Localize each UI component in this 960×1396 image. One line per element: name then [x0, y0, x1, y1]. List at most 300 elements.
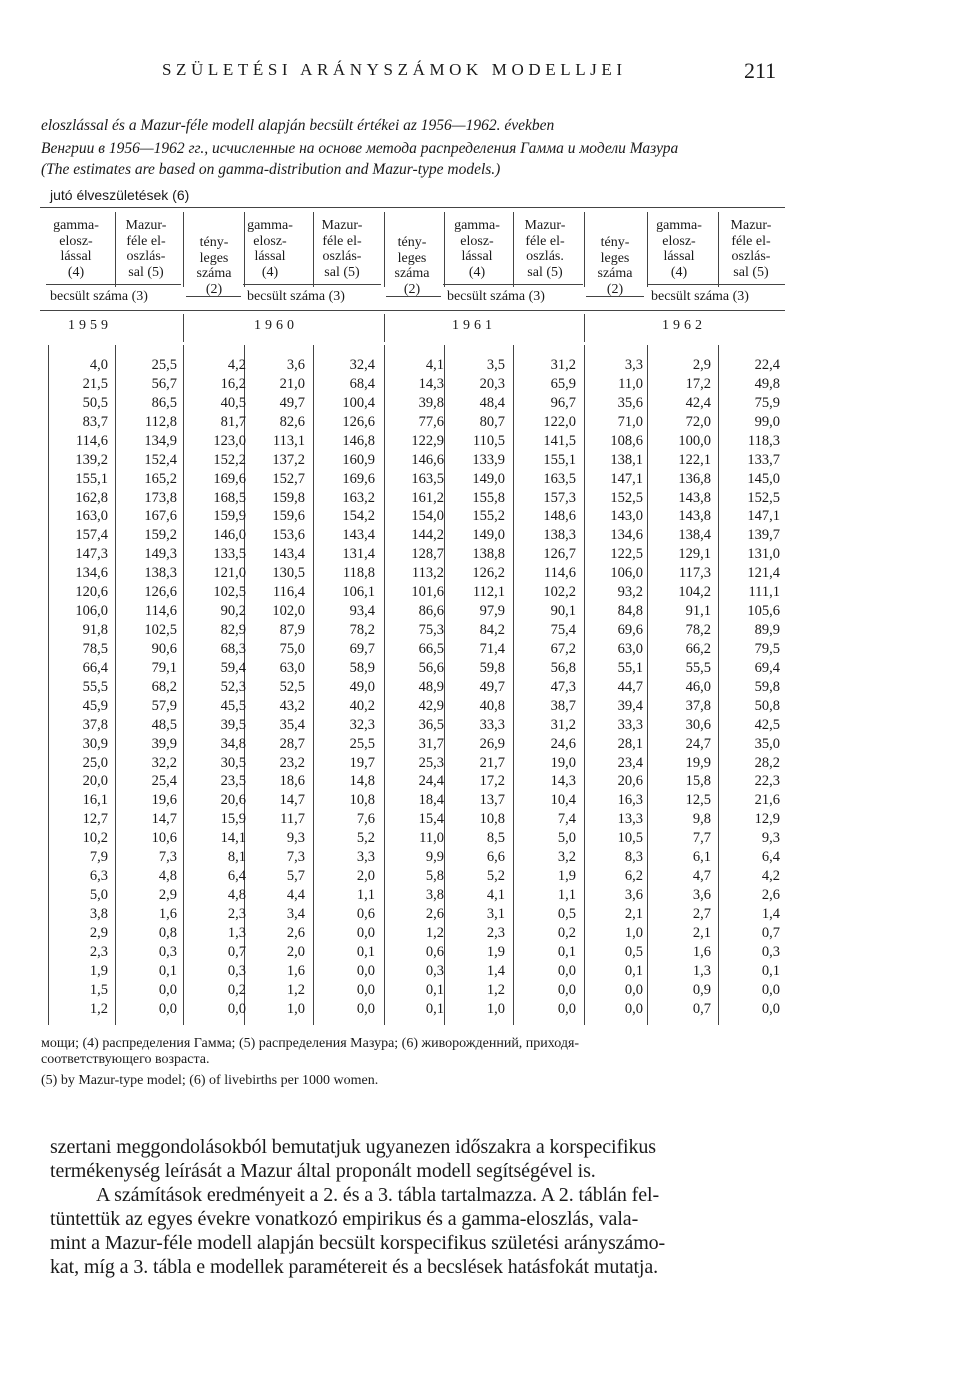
table-cell: 146,8: [342, 432, 375, 449]
table-cell: 56,7: [151, 375, 177, 392]
column-header-line: oszlás-: [126, 249, 166, 264]
table-cell: 112,1: [472, 584, 505, 601]
table-cell: 40,8: [479, 697, 505, 714]
table-cell: 0,1: [624, 962, 643, 979]
table-cell: 84,2: [479, 622, 505, 639]
table-cell: 2,9: [158, 887, 177, 904]
table-cell: 0,1: [425, 1000, 444, 1017]
table-cell: 126,6: [342, 413, 375, 430]
column-header-line: tény-: [199, 235, 229, 250]
table-cell: 126,6: [144, 584, 177, 601]
table-cell: 81,7: [220, 413, 246, 430]
table-cell: 143,4: [272, 546, 305, 563]
column-header-line: elosz-: [460, 233, 494, 249]
table-cell: 0,0: [624, 981, 643, 998]
table-cell: 26,9: [479, 735, 505, 752]
table-cell: 3,3: [624, 357, 643, 373]
table-cell: 160,9: [342, 451, 375, 468]
table-cell: 168,5: [213, 489, 246, 506]
table-cell: 65,9: [550, 375, 576, 392]
table-cell: 49,8: [754, 375, 780, 392]
header-rule: [40, 310, 785, 311]
table-cell: 133,9: [472, 451, 505, 468]
header-column-rule: [513, 212, 514, 287]
table-cell: 77,6: [418, 413, 444, 430]
table-cell: 80,7: [479, 413, 505, 430]
table-cell: 13,7: [479, 792, 505, 809]
table-cell: 141,5: [543, 432, 576, 449]
table-cell: 32,4: [349, 357, 375, 373]
table-cell: 35,0: [754, 735, 780, 752]
table-cell: 1,4: [761, 905, 780, 922]
table-cell: 38,7: [550, 697, 576, 714]
table-cell: 28,2: [754, 754, 780, 771]
column-header-line: lással: [663, 249, 695, 264]
table-cell: 21,7: [479, 754, 505, 771]
table-cell: 152,4: [144, 451, 177, 468]
caption-line-3: (The estimates are based on gamma-distribution and Mazur-type models.): [41, 161, 501, 178]
table-cell: 138,4: [678, 527, 711, 544]
table-cell: 169,6: [213, 470, 246, 487]
table-cell: 0,0: [624, 1000, 643, 1017]
year-label-1962: 1962: [662, 318, 706, 333]
table-cell: 14,7: [151, 811, 177, 828]
table-cell: 32,2: [151, 754, 177, 771]
table-cell: 11,7: [280, 811, 305, 828]
table-cell: 105,6: [747, 603, 780, 620]
table-cell: 48,9: [418, 678, 444, 695]
table-cell: 4,0: [89, 357, 108, 373]
table-cell: 1,2: [486, 981, 505, 998]
table-cell: 1,2: [89, 1000, 108, 1017]
estimated-count-label: becsült száma (3): [651, 289, 749, 304]
table-cell: 0,7: [227, 943, 246, 960]
table-top-rule: [40, 207, 785, 208]
table-cell: 42,5: [754, 716, 780, 733]
table-cell: 83,7: [82, 413, 108, 430]
header-rule: [46, 284, 181, 285]
table-cell: 19,0: [550, 754, 576, 771]
table-cell: 157,3: [543, 489, 576, 506]
column-header-line: sal (5): [733, 264, 769, 280]
table-cell: 39,8: [418, 394, 444, 411]
table-cell: 4,1: [486, 887, 505, 904]
table-cell: 131,0: [747, 546, 780, 563]
header-column-rule: [183, 212, 184, 287]
table-cell: 121,0: [213, 565, 246, 582]
table-cell: 0,0: [356, 924, 375, 941]
table-cell: 35,4: [279, 716, 305, 733]
table-cell: 40,2: [349, 697, 375, 714]
table-cell: 78,5: [82, 640, 108, 657]
table-cell: 84,8: [617, 603, 643, 620]
table-cell: 111,1: [748, 584, 780, 601]
table-cell: 1,9: [89, 962, 108, 979]
table-cell: 17,2: [479, 773, 505, 790]
column-header-line: (2): [205, 281, 223, 297]
table-cell: 0,0: [761, 981, 780, 998]
table-cell: 43,2: [279, 697, 305, 714]
table-cell: 5,7: [286, 868, 305, 885]
table-cell: 90,2: [220, 603, 246, 620]
table-cell: 5,0: [557, 830, 576, 847]
table-cell: 106,1: [342, 584, 375, 601]
table-cell: 139,7: [747, 527, 780, 544]
table-cell: 8,1: [227, 849, 246, 866]
table-cell: 122,9: [411, 432, 444, 449]
table-cell: 55,5: [82, 678, 108, 695]
table-cell: 37,8: [82, 716, 108, 733]
table-cell: 21,6: [754, 792, 780, 809]
table-cell: 14,8: [349, 773, 375, 790]
column-header-line: száma: [394, 266, 430, 281]
body-column-rule: [48, 345, 49, 1025]
table-cell: 78,2: [685, 622, 711, 639]
header-column-rule: [647, 212, 648, 287]
table-cell: 1,5: [89, 981, 108, 998]
table-cell: 0,0: [557, 962, 576, 979]
table-cell: 149,0: [472, 470, 505, 487]
table-cell: 3,6: [624, 887, 643, 904]
table-cell: 63,0: [617, 640, 643, 657]
header-rule: [186, 296, 241, 297]
table-cell: 69,7: [349, 640, 375, 657]
table-cell: 2,1: [624, 905, 643, 922]
footnote-line-1: мощи; (4) распределения Гамма; (5) распределения Мазура; (6) живорожденний, приходя-: [41, 1036, 580, 1051]
table-cell: 155,8: [472, 489, 505, 506]
table-cell: 75,0: [279, 640, 305, 657]
table-cell: 126,2: [472, 565, 505, 582]
column-header-line: elosz-: [662, 233, 696, 249]
table-cell: 23,5: [220, 773, 246, 790]
table-cell: 55,5: [685, 659, 711, 676]
column-header-line: (4): [468, 264, 486, 280]
table-cell: 6,4: [227, 868, 246, 885]
table-cell: 8,5: [486, 830, 505, 847]
table-cell: 10,6: [151, 830, 177, 847]
table-cell: 71,4: [479, 640, 505, 657]
table-cell: 4,2: [761, 868, 780, 885]
table-cell: 146,0: [213, 527, 246, 544]
table-cell: 21,5: [82, 375, 108, 392]
table-cell: 25,4: [151, 773, 177, 790]
table-cell: 146,6: [411, 451, 444, 468]
table-cell: 129,1: [678, 546, 711, 563]
table-cell: 6,3: [89, 868, 108, 885]
table-cell: 152,5: [610, 489, 643, 506]
table-cell: 71,0: [617, 413, 643, 430]
table-cell: 0,2: [557, 924, 576, 941]
table-cell: 5,0: [89, 887, 108, 904]
table-cell: 89,9: [754, 622, 780, 639]
table-cell: 1,0: [624, 924, 643, 941]
table-cell: 15,8: [685, 773, 711, 790]
table-cell: 75,4: [550, 622, 576, 639]
table-cell: 3,6: [286, 357, 305, 373]
table-cell: 55,1: [617, 659, 643, 676]
table-cell: 50,8: [754, 697, 780, 714]
column-header-line: sal (5): [324, 264, 360, 280]
table-cell: 104,2: [678, 584, 711, 601]
column-header-line: (2): [403, 281, 421, 297]
table-cell: 138,1: [610, 451, 643, 468]
table-cell: 47,3: [550, 678, 576, 695]
table-cell: 147,1: [747, 508, 780, 525]
body-column-rule: [444, 345, 445, 1025]
table-cell: 0,1: [158, 962, 177, 979]
table-cell: 131,4: [342, 546, 375, 563]
column-header-line: Mazur-: [730, 218, 772, 233]
body-column-rule: [313, 345, 314, 1025]
table-cell: 0,0: [557, 1000, 576, 1017]
table-cell: 159,6: [272, 508, 305, 525]
table-cell: 134,6: [75, 565, 108, 582]
table-cell: 138,8: [472, 546, 505, 563]
table-cell: 143,8: [678, 508, 711, 525]
table-cell: 2,3: [486, 924, 505, 941]
table-cell: 145,0: [747, 470, 780, 487]
table-cell: 68,4: [349, 375, 375, 392]
table-cell: 9,3: [761, 830, 780, 847]
table-cell: 3,8: [425, 887, 444, 904]
table-cell: 0,7: [761, 924, 780, 941]
table-cell: 15,4: [418, 811, 444, 828]
year-divider: [584, 314, 585, 342]
table-cell: 59,4: [220, 659, 246, 676]
table-cell: 23,4: [617, 754, 643, 771]
table-cell: 2,3: [89, 943, 108, 960]
table-cell: 69,4: [754, 659, 780, 676]
table-cell: 128,7: [411, 546, 444, 563]
table-cell: 123,0: [213, 432, 246, 449]
body-column-rule: [183, 345, 184, 1025]
year-divider: [384, 314, 385, 342]
table-cell: 1,2: [425, 924, 444, 941]
column-header-line: féle el-: [525, 233, 565, 249]
table-cell: 3,2: [557, 849, 576, 866]
table-cell: 161,2: [411, 489, 444, 506]
table-cell: 67,2: [550, 640, 576, 657]
table-cell: 102,0: [272, 603, 305, 620]
table-cell: 137,2: [272, 451, 305, 468]
table-cell: 0,0: [356, 1000, 375, 1017]
table-cell: 1,3: [692, 962, 711, 979]
table-cell: 0,0: [158, 981, 177, 998]
table-cell: 96,7: [550, 394, 576, 411]
table-cell: 34,8: [220, 735, 246, 752]
column-header-line: gamma-: [53, 218, 99, 233]
table-cell: 169,6: [342, 470, 375, 487]
column-header-line: elosz-: [253, 233, 287, 249]
table-cell: 19,7: [349, 754, 375, 771]
table-cell: 106,0: [75, 603, 108, 620]
table-cell: 134,6: [610, 527, 643, 544]
header-column-rule: [444, 212, 445, 287]
table-cell: 6,6: [486, 849, 505, 866]
table-cell: 45,5: [220, 697, 246, 714]
table-cell: 56,8: [550, 659, 576, 676]
table-cell: 42,4: [685, 394, 711, 411]
table-cell: 1,1: [356, 887, 375, 904]
table-cell: 57,9: [151, 697, 177, 714]
table-cell: 0,3: [227, 962, 246, 979]
table-cell: 147,3: [75, 546, 108, 563]
header-column-rule: [584, 212, 585, 287]
table-cell: 49,7: [279, 394, 305, 411]
table-cell: 10,8: [349, 792, 375, 809]
column-header-line: gamma-: [247, 218, 293, 233]
paragraph-line: tüntettük az egyes évekre vonatkozó empirikus és a gamma-eloszlás, vala-: [50, 1208, 639, 1230]
table-cell: 66,2: [685, 640, 711, 657]
table-cell: 2,9: [692, 357, 711, 373]
year-label-1960: 1960: [254, 318, 298, 333]
table-cell: 0,3: [761, 943, 780, 960]
table-cell: 31,2: [550, 357, 576, 373]
table-cell: 93,2: [617, 584, 643, 601]
table-cell: 20,3: [479, 375, 505, 392]
table-cell: 1,9: [486, 943, 505, 960]
column-header-line: Mazur-: [125, 218, 167, 233]
estimated-count-label: becsült száma (3): [50, 289, 148, 304]
table-cell: 18,4: [418, 792, 444, 809]
table-cell: 5,2: [486, 868, 505, 885]
table-cell: 133,5: [213, 546, 246, 563]
table-cell: 28,1: [617, 735, 643, 752]
table-cell: 133,7: [747, 451, 780, 468]
table-cell: 12,7: [82, 811, 108, 828]
table-cell: 114,6: [144, 603, 177, 620]
table-cell: 0,1: [557, 943, 576, 960]
table-cell: 36,5: [418, 716, 444, 733]
table-cell: 86,6: [418, 603, 444, 620]
table-cell: 4,8: [158, 868, 177, 885]
table-cell: 7,3: [286, 849, 305, 866]
table-cell: 30,9: [82, 735, 108, 752]
table-cell: 30,6: [685, 716, 711, 733]
table-cell: 19,6: [151, 792, 177, 809]
table-cell: 82,6: [279, 413, 305, 430]
column-header-line: (4): [261, 264, 279, 280]
table-cell: 149,3: [144, 546, 177, 563]
table-cell: 159,8: [272, 489, 305, 506]
column-header-line: féle el-: [322, 233, 362, 249]
table-cell: 39,5: [220, 716, 246, 733]
footnote-line-2: соответствующего возраста.: [41, 1052, 210, 1067]
table-cell: 56,6: [418, 659, 444, 676]
table-cell: 0,0: [356, 981, 375, 998]
table-cell: 86,5: [151, 394, 177, 411]
table-cell: 68,2: [151, 678, 177, 695]
table-cell: 52,5: [279, 678, 305, 695]
footnote-line-3: (5) by Mazur-type model; (6) of livebirths per 1000 women.: [41, 1073, 379, 1088]
paragraph-line: termékenység leírását a Mazur által proponált modell segítségével is.: [50, 1160, 596, 1182]
table-cell: 82,9: [220, 622, 246, 639]
table-cell: 52,3: [220, 678, 246, 695]
table-cell: 0,0: [761, 1000, 780, 1017]
table-cell: 0,1: [356, 943, 375, 960]
table-cell: 30,5: [220, 754, 246, 771]
table-cell: 173,8: [144, 489, 177, 506]
table-cell: 163,5: [411, 470, 444, 487]
table-cell: 50,5: [82, 394, 108, 411]
column-header-line: száma: [196, 266, 232, 281]
table-cell: 1,6: [692, 943, 711, 960]
table-cell: 155,2: [472, 508, 505, 525]
header-rule: [586, 296, 644, 297]
estimated-count-label: becsült száma (3): [247, 289, 345, 304]
table-cell: 59,8: [754, 678, 780, 695]
page-number: 211: [744, 58, 777, 83]
table-cell: 97,9: [479, 603, 505, 620]
table-cell: 0,0: [227, 1000, 246, 1017]
table-cell: 16,3: [617, 792, 643, 809]
table-cell: 7,7: [692, 830, 711, 847]
table-cell: 3,1: [486, 905, 505, 922]
paragraph-line: A számítások eredményeit a 2. és a 3. tábla tartalmazza. A 2. táblán fel-: [96, 1184, 660, 1206]
column-header-line: Mazur-: [524, 218, 566, 233]
table-cell: 14,1: [220, 830, 246, 847]
table-cell: 155,1: [75, 470, 108, 487]
header-column-rule: [115, 212, 116, 287]
table-cell: 0,7: [692, 1000, 711, 1017]
table-cell: 2,6: [286, 924, 305, 941]
year-divider: [183, 314, 184, 342]
table-cell: 0,1: [761, 962, 780, 979]
table-cell: 12,9: [754, 811, 780, 828]
table-cell: 5,2: [356, 830, 375, 847]
table-cell: 3,5: [486, 357, 505, 373]
header-title: SZÜLETÉSI ARÁNYSZÁMOK MODELLJEI: [162, 60, 627, 79]
table-cell: 2,0: [286, 943, 305, 960]
table-cell: 136,8: [678, 470, 711, 487]
table-cell: 24,4: [418, 773, 444, 790]
column-header-line: lással: [60, 249, 92, 264]
table-cell: 110,5: [472, 432, 505, 449]
table-cell: 13,3: [617, 811, 643, 828]
table-cell: 2,3: [227, 905, 246, 922]
column-header-line: sal (5): [527, 264, 563, 280]
table-cell: 143,4: [342, 527, 375, 544]
table-cell: 9,9: [425, 849, 444, 866]
header-rule: [243, 284, 381, 285]
table-cell: 20,6: [220, 792, 246, 809]
table-cell: 68,3: [220, 640, 246, 657]
table-cell: 72,0: [685, 413, 711, 430]
header-rule: [647, 284, 785, 285]
table-cell: 33,3: [479, 716, 505, 733]
table-cell: 100,0: [678, 432, 711, 449]
table-cell: 108,6: [610, 432, 643, 449]
header-column-rule: [384, 212, 385, 287]
table-cell: 0,5: [557, 905, 576, 922]
table-cell: 14,3: [550, 773, 576, 790]
table-cell: 10,5: [617, 830, 643, 847]
table-cell: 7,6: [356, 811, 375, 828]
table-cell: 11,0: [419, 830, 444, 847]
table-cell: 139,2: [75, 451, 108, 468]
table-cell: 12,5: [685, 792, 711, 809]
header-column-rule: [244, 212, 245, 287]
table-cell: 91,1: [685, 603, 711, 620]
table-cell: 2,9: [89, 924, 108, 941]
table-cell: 46,0: [685, 678, 711, 695]
table-cell: 116,4: [272, 584, 305, 601]
table-cell: 155,1: [543, 451, 576, 468]
table-cell: 4,8: [227, 887, 246, 904]
table-cell: 7,9: [89, 849, 108, 866]
table-cell: 20,0: [82, 773, 108, 790]
table-cell: 134,9: [144, 432, 177, 449]
